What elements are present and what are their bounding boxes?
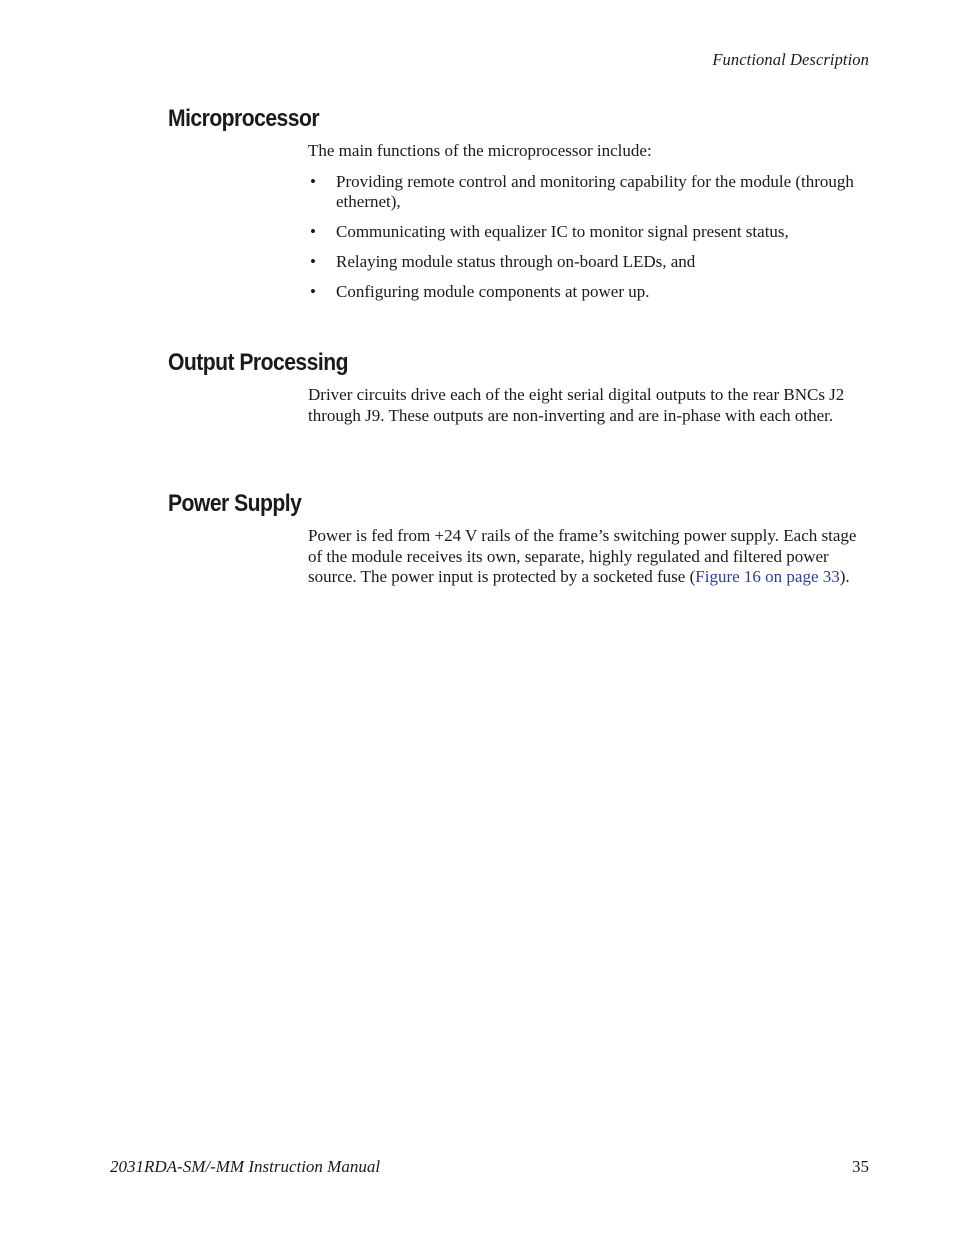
list-item-text: Relaying module status through on-board LEDs, and	[336, 252, 696, 271]
bullet-mark: •	[310, 171, 316, 191]
section-body-output-processing	[308, 385, 868, 426]
running-header: Functional Description	[712, 50, 869, 69]
microprocessor-function-list	[308, 172, 868, 303]
running-footer-manual-title: 2031RDA-SM/-MM Instruction Manual	[110, 1157, 381, 1176]
section-heading-power-supply: Power Supply	[168, 490, 302, 517]
list-item-text: Providing remote control and monitoring capability for the module (through ethernet),	[336, 171, 854, 211]
bullet-mark: •	[310, 282, 316, 301]
bullet-mark: •	[310, 222, 316, 241]
microprocessor-intro: The main functions of the microprocessor include:	[308, 141, 652, 160]
page-number: 35	[852, 1157, 869, 1176]
list-item	[308, 252, 868, 273]
section-body-microprocessor	[308, 141, 868, 312]
list-item-text: Configuring module components at power up.	[336, 282, 650, 301]
bullet-mark: •	[310, 252, 316, 271]
list-item	[308, 282, 868, 303]
section-heading-output-processing: Output Processing	[168, 349, 348, 376]
output-processing-paragraph: Driver circuits drive each of the eight serial digital outputs to the rear BNCs J2 through J9. These outputs are non-inverting and are in-phase with each other.	[308, 385, 845, 425]
list-item	[308, 172, 868, 213]
power-supply-text: Power is fed from +24 V rails of the frame’s switching power supply. Each stage of the module receives its own, separate, highly regulated and filtered power source. The power input is protected by a socketed fuse (	[308, 526, 857, 586]
power-supply-paragraph	[308, 526, 868, 588]
list-item-text: Communicating with equalizer IC to monitor signal present status,	[336, 222, 789, 241]
list-item	[308, 222, 868, 243]
power-supply-text-end: ).	[839, 567, 850, 586]
section-body-power-supply	[308, 526, 868, 588]
section-heading-microprocessor: Microprocessor	[168, 105, 320, 132]
figure-cross-reference-link[interactable]: Figure 16 on page 33	[695, 567, 840, 586]
